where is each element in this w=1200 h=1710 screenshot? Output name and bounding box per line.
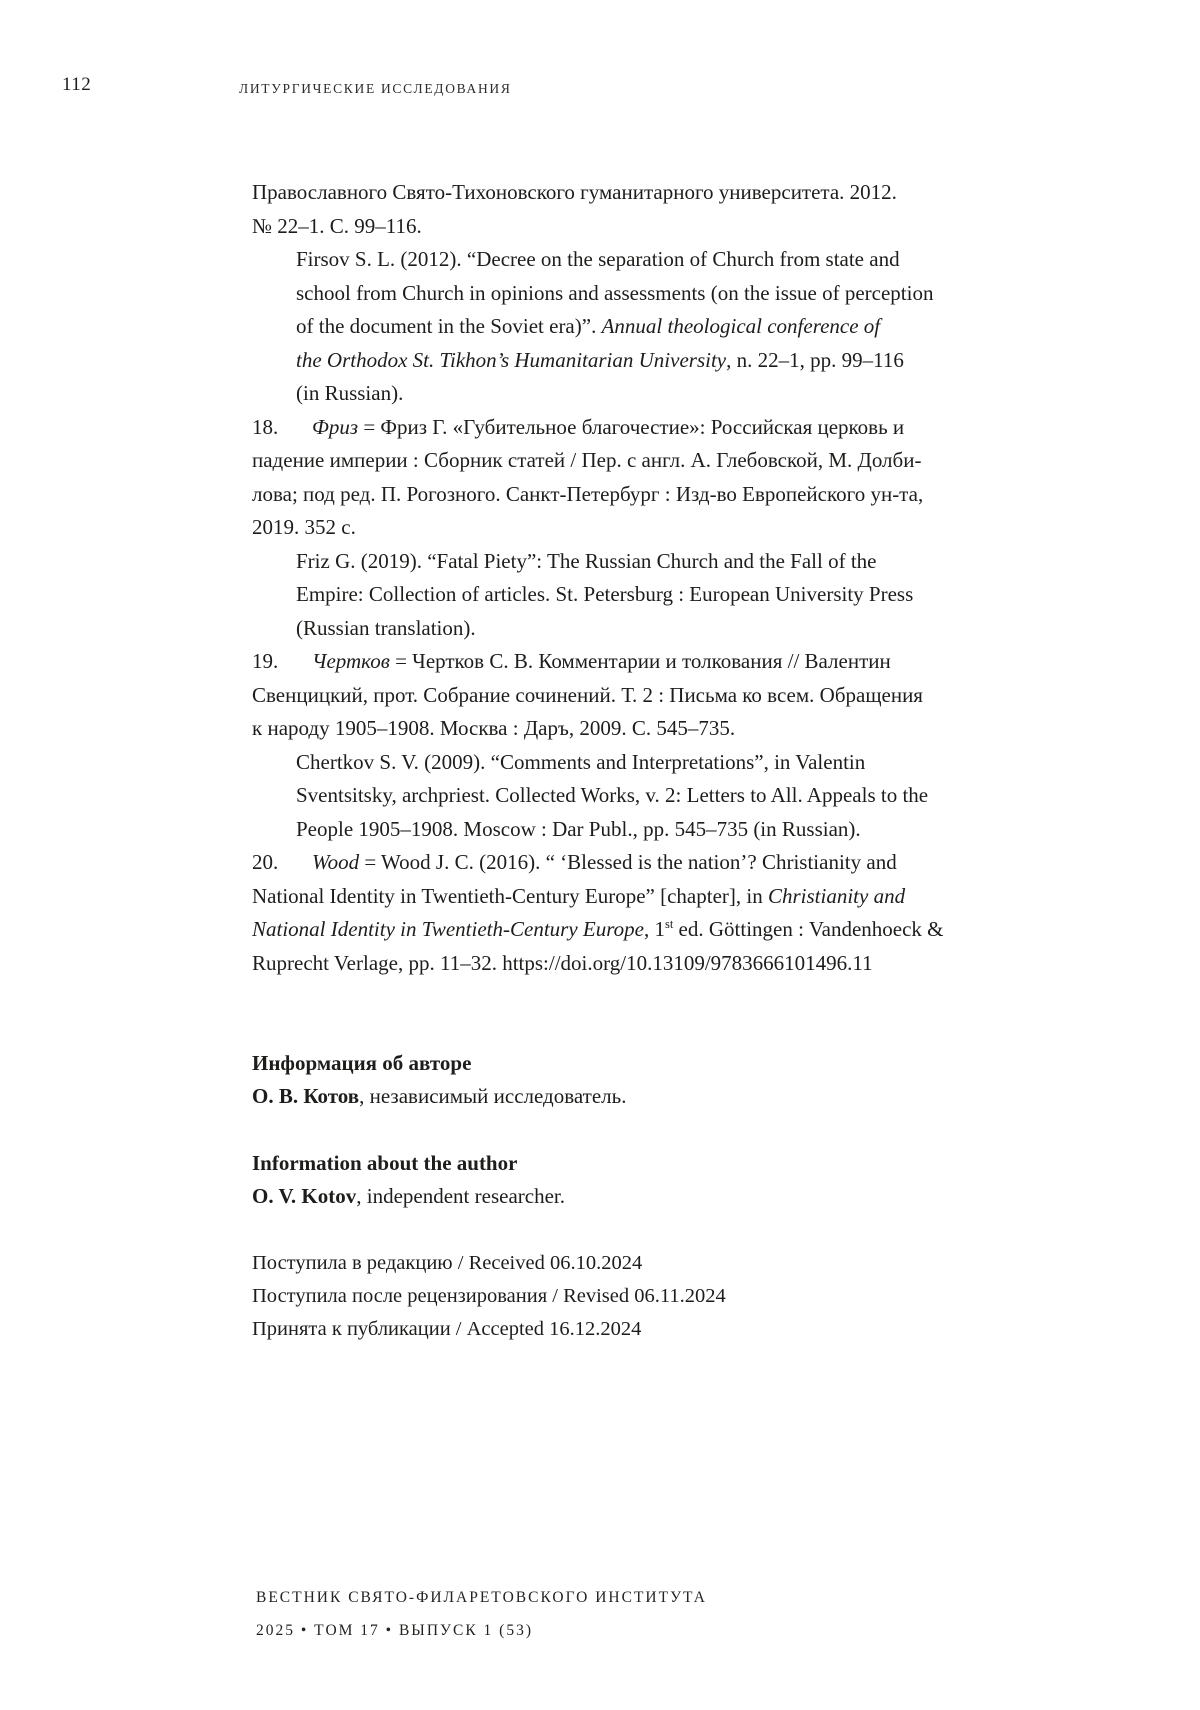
author-name-ru: О. В. Котов xyxy=(252,1084,360,1108)
text-run: Chertkov S. V. (2009). “Comments and Interpretations”, in Valentin xyxy=(296,749,866,774)
text-run: of the document in the Soviet era)”. xyxy=(296,314,602,338)
bibliography-line xyxy=(252,947,944,981)
text-run: лова; под ред. П. Рогозного. Санкт-Петербург : Изд-во Европейского ун-та, xyxy=(252,481,924,506)
entry-number: 19. xyxy=(252,649,279,673)
author-affiliation-ru: , независимый исследователь. xyxy=(359,1084,627,1108)
submission-dates xyxy=(252,1247,726,1346)
text-run: (in Russian). xyxy=(296,381,404,405)
bibliography-line xyxy=(252,880,944,914)
text-run: the Orthodox St. Tikhon’s Humanitarian University xyxy=(296,347,727,372)
text-run: Sventsitsky, archpriest. Collected Works, v. 2: Letters to All. Appeals to the xyxy=(296,783,929,807)
submission-date-line: Поступила в редакцию / Received 06.10.2024 xyxy=(252,1252,643,1274)
text-run: , 1 xyxy=(643,917,665,941)
page-footer xyxy=(256,1581,707,1647)
bibliography-line xyxy=(252,545,944,579)
text-run: Christianity and xyxy=(767,883,906,908)
bibliography-line xyxy=(252,210,944,244)
footer-issue-info: 2025 • ТОМ 17 • ВЫПУСК 1 (53) xyxy=(256,1622,533,1639)
text-run: school from Church in opinions and assessments (on the issue of perception xyxy=(296,280,934,305)
bibliography-line xyxy=(252,176,944,210)
author-name-en: O. V. Kotov xyxy=(252,1184,357,1208)
text-run: Empire: Collection of articles. St. Petersburg : European University Press xyxy=(296,582,914,606)
bibliography-line xyxy=(252,411,944,445)
text-run: № 22–1. С. 99–116. xyxy=(252,213,422,238)
text-run: 2019. 352 с. xyxy=(252,515,356,539)
author-info-ru-heading: Информация об авторе xyxy=(252,1051,472,1075)
text-run: , n. 22–1, pp. 99–116 xyxy=(726,347,904,372)
text-run: = Wood J. C. (2016). “ ‘Blessed is the nation’? Christianity and xyxy=(359,850,897,874)
submission-date-line: Принята к публикации / Accepted 16.12.2024 xyxy=(252,1318,642,1340)
bibliography-line xyxy=(252,277,944,311)
bibliography-line xyxy=(252,578,944,612)
text-run: st xyxy=(664,917,674,931)
doi-link[interactable]: https://doi.org/10.13109/9783666101496.11 xyxy=(502,950,873,975)
text-run: National Identity in Twentieth-Century Europe” [chapter], in xyxy=(252,883,768,908)
text-run: Фриз xyxy=(312,414,359,439)
text-run: ed. Göttingen : Vandenhoeck & xyxy=(673,917,944,941)
page-number: 112 xyxy=(62,74,92,95)
text-run: = Чертков С. В. Комментарии и толкования // Валентин xyxy=(389,649,891,673)
text-run: Православного Свято-Тихоновского гуманитарного университета. 2012. xyxy=(252,180,897,204)
text-run: падение империи : Сборник статей / Пер. с англ. А. Глебовской, М. Долби- xyxy=(252,448,922,472)
bibliography-line xyxy=(252,779,944,813)
bibliography-line xyxy=(252,612,944,646)
bibliography-line xyxy=(252,913,944,947)
text-run: Ruprecht Verlage, pp. 11–32. xyxy=(252,950,503,975)
text-run: (Russian translation). xyxy=(296,615,476,640)
bibliography-line xyxy=(252,712,944,746)
text-run: People 1905–1908. Moscow : Dar Publ., pp. 545–735 (in Russian). xyxy=(296,816,861,841)
entry-number: 18. xyxy=(252,414,279,439)
bibliography-line xyxy=(252,478,944,512)
author-info-en-line xyxy=(252,1180,565,1213)
footer-journal-title: ВЕСТНИК СВЯТО-ФИЛАРЕТОВСКОГО ИНСТИТУТА xyxy=(256,1589,707,1606)
bibliography-line xyxy=(252,846,944,880)
author-info-ru xyxy=(252,1047,626,1113)
text-run: = Фриз Г. «Губительное благочестие»: Российская церковь и xyxy=(358,414,905,439)
bibliography-line xyxy=(252,344,944,378)
text-run: к народу 1905–1908. Москва : Даръ, 2009. С. 545–735. xyxy=(252,716,736,740)
text-run: Чертков xyxy=(312,649,390,673)
bibliography-line xyxy=(252,377,944,411)
author-info-ru-line xyxy=(252,1080,626,1113)
bibliography-line xyxy=(252,243,944,277)
bibliography-line xyxy=(252,310,944,344)
text-run: National Identity in Twentieth-Century Europe xyxy=(252,917,644,941)
entry-number: 20. xyxy=(252,850,279,874)
bibliography-line xyxy=(252,511,944,545)
text-run: Annual theological conference of xyxy=(601,314,881,338)
submission-date-line: Поступила после рецензирования / Revised 06.11.2024 xyxy=(252,1285,726,1307)
text-run: Firsov S. L. (2012). “Decree on the separation of Church from state and xyxy=(296,247,900,271)
text-run: Wood xyxy=(312,850,360,874)
bibliography-line xyxy=(252,444,944,478)
author-affiliation-en: , independent researcher. xyxy=(356,1184,565,1208)
bibliography xyxy=(252,176,944,980)
running-title: ЛИТУРГИЧЕСКИЕ ИССЛЕДОВАНИЯ xyxy=(239,81,512,96)
text-run: Friz G. (2019). “Fatal Piety”: The Russian Church and the Fall of the xyxy=(296,548,877,573)
bibliography-line xyxy=(252,813,944,847)
bibliography-line xyxy=(252,645,944,679)
bibliography-line xyxy=(252,679,944,713)
author-info-en-heading: Information about the author xyxy=(252,1151,518,1175)
author-info-en xyxy=(252,1147,565,1213)
bibliography-line xyxy=(252,746,944,780)
text-run: Свенцицкий, прот. Собрание сочинений. Т. 2 : Письма ко всем. Обращения xyxy=(252,682,923,707)
